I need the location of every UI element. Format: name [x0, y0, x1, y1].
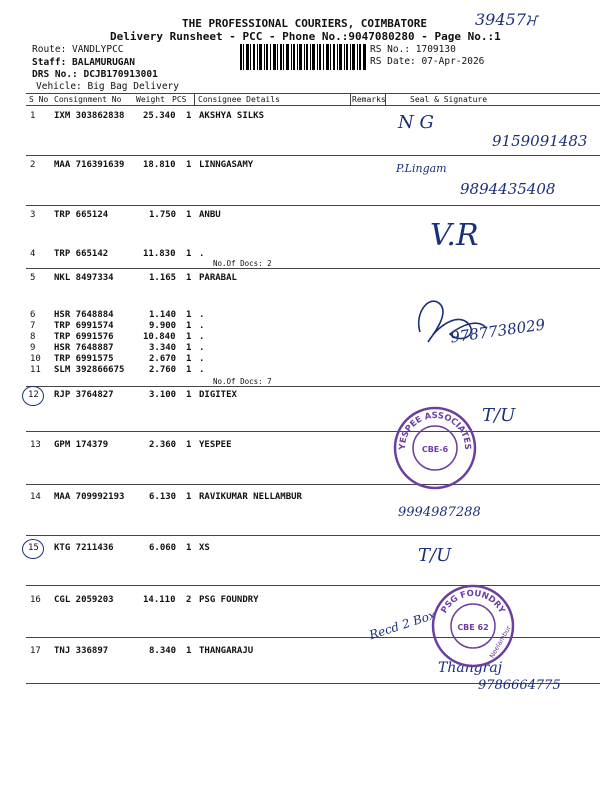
handwritten-name: P.Lingam	[396, 162, 447, 175]
col-header-consignment: Consignment No	[54, 95, 122, 104]
table-row-consignee: DIGITEX	[199, 390, 237, 400]
col-header-remarks: Remarks	[352, 95, 386, 104]
table-row-pcs: 1	[186, 646, 192, 656]
col-header-weight: Weight	[136, 95, 165, 104]
table-row-sno: 15	[28, 543, 39, 553]
row-separator	[26, 205, 600, 206]
table-row-weight: 9.900	[149, 321, 177, 331]
drs-label: DRS No.: DCJB170913001	[32, 69, 158, 80]
handwritten-phone: 9159091483	[492, 132, 588, 150]
handwritten-phone: 9894435408	[460, 180, 556, 198]
handwritten-signature: V.R	[430, 218, 479, 253]
table-row-pcs: 1	[186, 440, 192, 450]
table-row-sno: 13	[30, 440, 41, 450]
table-row-consignment: TRP 6991575	[54, 354, 114, 364]
table-row-pcs: 1	[186, 492, 192, 502]
staff-label: Staff: BALAMURUGAN	[32, 57, 135, 68]
table-row-sno: 9	[30, 343, 36, 353]
handwritten-note: T/U	[482, 405, 516, 426]
table-row-consignee: .	[199, 310, 205, 320]
table-row-consignee: RAVIKUMAR NELLAMBUR	[199, 492, 302, 502]
svg-text:CBE 62: CBE 62	[457, 623, 489, 632]
table-row-sno: 6	[30, 310, 36, 320]
table-header-border	[26, 105, 600, 106]
row-separator	[26, 386, 600, 387]
company-title: THE PROFESSIONAL COURIERS, COIMBATORE	[182, 17, 428, 30]
table-row-pcs: 1	[186, 160, 192, 170]
table-row-consignment: KTG 7211436	[54, 543, 114, 553]
table-row-consignment: TRP 665142	[54, 249, 109, 259]
table-row-pcs: 1	[186, 210, 192, 220]
table-row-consignment: TRP 6991576	[54, 332, 114, 342]
table-row-consignment: SLM 392866675	[54, 365, 125, 375]
table-row-weight: 6.060	[149, 543, 177, 553]
table-row-weight: 2.360	[149, 440, 177, 450]
table-row-sno: 2	[30, 160, 36, 170]
table-row-consignee: .	[199, 354, 205, 364]
table-row-consignee: YESPEE	[199, 440, 232, 450]
docs-count-note: No.Of Docs: 2	[213, 259, 272, 268]
handwritten-signature: Thangraj	[438, 660, 503, 676]
table-row-weight: 6.130	[149, 492, 177, 502]
table-row-consignment: NKL 8497334	[54, 273, 114, 283]
handwritten-top-note: 39457ਮ	[475, 10, 537, 29]
col-header-seal: Seal & Signature	[410, 95, 488, 104]
table-row-consignment: TNJ 336897	[54, 646, 109, 656]
table-row-consignee: AKSHYA SILKS	[199, 111, 265, 121]
row-separator	[26, 155, 600, 156]
table-row-consignee: .	[199, 332, 205, 342]
table-row-sno: 17	[30, 646, 41, 656]
col-header-sno: S No	[29, 95, 49, 104]
table-row-weight: 1.165	[149, 273, 177, 283]
table-row-pcs: 1	[186, 365, 192, 375]
handwritten-phone: 9994987288	[398, 505, 481, 520]
table-row-weight: 25.340	[143, 111, 176, 121]
table-row-pcs: 2	[186, 595, 192, 605]
row-separator	[26, 268, 600, 269]
table-row-consignment: RJP 3764827	[54, 390, 114, 400]
table-row-consignee: .	[199, 249, 205, 259]
handwritten-phone: 9787738029	[449, 315, 547, 347]
table-row-weight: 2.760	[149, 365, 177, 375]
table-row-sno: 12	[28, 390, 39, 400]
table-row-weight: 3.100	[149, 390, 177, 400]
svg-text:YESPEE ASSOCIATES: YESPEE ASSOCIATES	[397, 410, 473, 450]
table-row-consignee: LINNGASAMY	[199, 160, 254, 170]
table-row-sno: 11	[30, 365, 41, 375]
table-row-sno: 16	[30, 595, 41, 605]
table-row-pcs: 1	[186, 343, 192, 353]
table-row-pcs: 1	[186, 321, 192, 331]
docs-count-note: No.Of Docs: 7	[213, 377, 272, 386]
handwritten-note: T/U	[418, 545, 452, 566]
table-top-border	[26, 93, 600, 94]
barcode-image	[240, 44, 366, 70]
table-row-consignee: XS	[199, 543, 210, 553]
table-row-consignment: TRP 665124	[54, 210, 109, 220]
handwritten-note: Recd 2 Box	[367, 607, 438, 643]
col-header-consignee: Consignee Details	[198, 95, 280, 104]
table-row-pcs: 1	[186, 273, 192, 283]
handwritten-phone: 9786664775	[478, 678, 561, 693]
handwritten-signature: N G	[398, 112, 434, 133]
svg-text:PSG FOUNDRY: PSG FOUNDRY	[439, 588, 507, 616]
table-row-pcs: 1	[186, 111, 192, 121]
table-row-consignment: MAA 716391639	[54, 160, 125, 170]
svg-text:Neelambur: Neelambur	[487, 624, 513, 660]
table-row-pcs: 1	[186, 354, 192, 364]
rs-no-label: RS No.: 1709130	[370, 44, 456, 55]
table-row-weight: 8.340	[149, 646, 177, 656]
table-row-weight: 1.750	[149, 210, 177, 220]
table-row-consignee: PSG FOUNDRY	[199, 595, 259, 605]
table-row-consignee: THANGARAJU	[199, 646, 254, 656]
vehicle-label: Vehicle: Big Bag Delivery	[36, 81, 179, 92]
table-row-weight: 14.110	[143, 595, 176, 605]
table-row-consignment: CGL 2059203	[54, 595, 114, 605]
table-row-sno: 1	[30, 111, 36, 121]
table-row-consignee: PARABAL	[199, 273, 237, 283]
table-row-consignee: .	[199, 343, 205, 353]
table-row-consignment: GPM 174379	[54, 440, 109, 450]
table-row-weight: 11.830	[143, 249, 176, 259]
column-divider	[194, 93, 195, 105]
table-row-consignee: ANBU	[199, 210, 221, 220]
table-row-weight: 18.810	[143, 160, 176, 170]
table-row-weight: 10.840	[143, 332, 176, 342]
table-row-sno: 8	[30, 332, 36, 342]
table-row-consignee: .	[199, 365, 205, 375]
table-row-pcs: 1	[186, 310, 192, 320]
table-row-sno: 10	[30, 354, 41, 364]
table-row-weight: 2.670	[149, 354, 177, 364]
table-row-sno: 4	[30, 249, 36, 259]
table-row-sno: 14	[30, 492, 41, 502]
table-row-consignment: MAA 709992193	[54, 492, 125, 502]
table-row-weight: 3.340	[149, 343, 177, 353]
table-row-pcs: 1	[186, 332, 192, 342]
table-row-consignment: TRP 6991574	[54, 321, 114, 331]
table-row-weight: 1.140	[149, 310, 177, 320]
route-label: Route: VANDLYPCC	[32, 44, 124, 55]
table-row-consignment: HSR 7648887	[54, 343, 114, 353]
table-row-pcs: 1	[186, 390, 192, 400]
svg-text:CBE-6: CBE-6	[421, 445, 449, 454]
col-header-pcs: PCS	[172, 95, 187, 104]
table-row-pcs: 1	[186, 249, 192, 259]
runsheet-subtitle: Delivery Runsheet - PCC - Phone No.:9047080280 - Page No.:1	[110, 30, 501, 43]
rs-date-label: RS Date: 07-Apr-2026	[370, 56, 485, 67]
table-row-consignee: .	[199, 321, 205, 331]
table-row-consignment: IXM 303862838	[54, 111, 125, 121]
row-separator	[26, 484, 600, 485]
yespee-round-stamp	[392, 405, 478, 491]
table-row-sno: 7	[30, 321, 36, 331]
table-row-consignment: HSR 7648884	[54, 310, 114, 320]
table-row-sno: 3	[30, 210, 36, 220]
column-divider	[350, 93, 351, 105]
psg-foundry-round-stamp	[430, 583, 516, 669]
table-row-pcs: 1	[186, 543, 192, 553]
row-separator	[26, 431, 600, 432]
table-row-sno: 5	[30, 273, 36, 283]
row-separator	[26, 535, 600, 536]
